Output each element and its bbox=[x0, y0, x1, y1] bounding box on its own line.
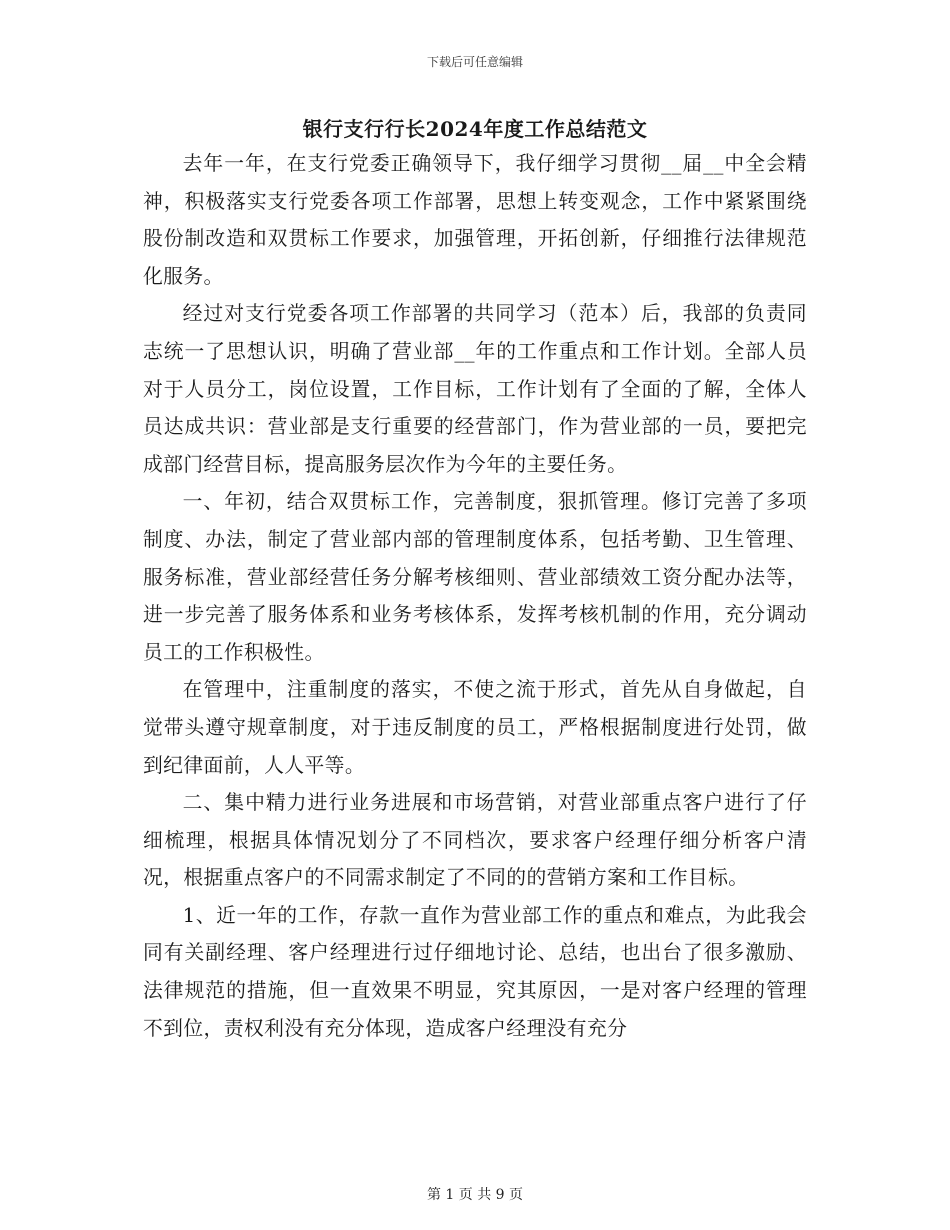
paragraph: 1、近一年的工作，存款一直作为营业部工作的重点和难点，为此我会同有关副经理、客户经理进行过仔细地讨论、总结，也出台了很多激励、法律规范的措施，但一直效果不明显，究其原因，一是对客户经理的管理不到位，责权利没有充分体现，造成客户经理没有充分 bbox=[143, 903, 807, 1040]
page-number-footer: 第 1 页 共 9 页 bbox=[426, 1187, 524, 1203]
paragraph: 在管理中，注重制度的落实，不使之流于形式，首先从自身做起，自觉带头遵守规章制度，对于违反制度的员工，严格根据制度进行处罚，做到纪律面前，人人平等。 bbox=[143, 678, 807, 777]
document-title: 银行支行行长2024年度工作总结范文 bbox=[302, 117, 648, 141]
paragraph: 去年一年，在支行党委正确领导下，我仔细学习贯彻__届__中全会精神，积极落实支行党委各项工作部署，思想上转变观念，工作中紧紧围绕股份制改造和双贯标工作要求，加强管理，开拓创新，仔细推行法律规范化服务。 bbox=[143, 152, 807, 288]
header-note: 下载后可任意编辑 bbox=[426, 55, 523, 69]
paragraph: 二、集中精力进行业务进展和市场营销，对营业部重点客户进行了仔细梳理，根据具体情况划分了不同档次，要求客户经理仔细分析客户清况，根据重点客户的不同需求制定了不同的的营销方案和工作目标。 bbox=[143, 791, 807, 890]
document-body bbox=[143, 145, 807, 1047]
paragraph: 经过对支行党委各项工作部署的共同学习（范本）后，我部的负责同志统一了思想认识，明确了营业部__年的工作重点和工作计划。全部人员对于人员分工，岗位设置，工作目标，工作计划有了全面的了解，全体人员达成共识：营业部是支行重要的经营部门，作为营业部的一员，要把完成部门经营目标，提高服务层次作为今年的主要任务。 bbox=[143, 302, 807, 476]
paragraph: 一、年初，结合双贯标工作，完善制度，狠抓管理。修订完善了多项制度、办法，制定了营业部内部的管理制度体系，包括考勤、卫生管理、服务标准，营业部经营任务分解考核细则、营业部绩效工资分配办法等，进一步完善了服务体系和业务考核体系，发挥考核机制的作用，充分调动员工的工作积极性。 bbox=[143, 490, 807, 664]
